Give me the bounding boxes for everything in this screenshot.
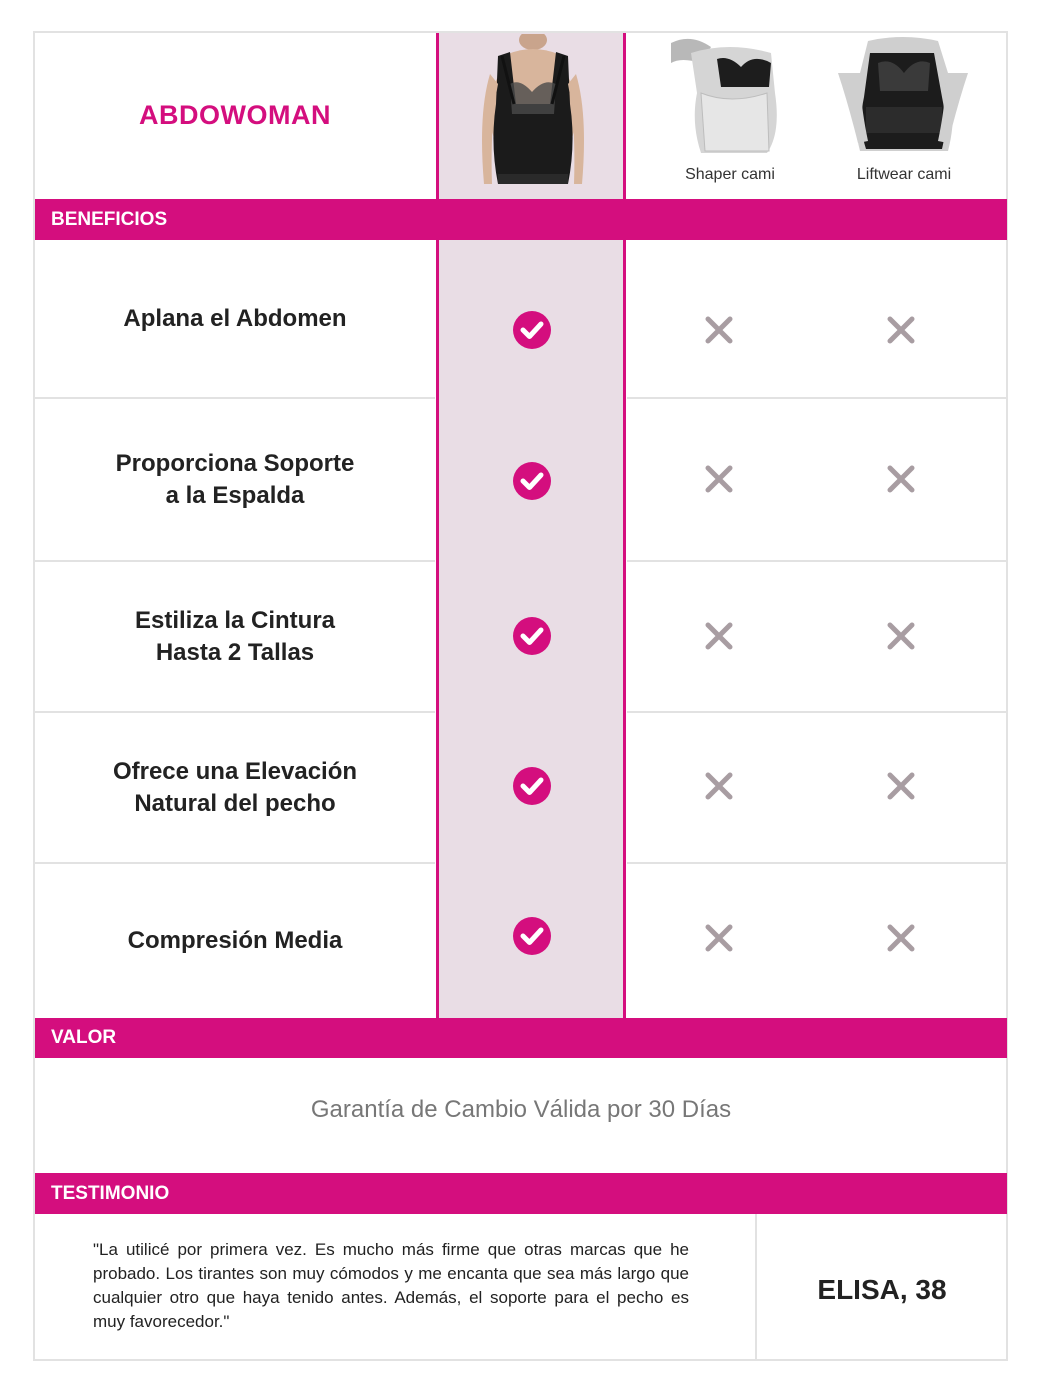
row-divider — [627, 711, 1007, 713]
cross-icon — [704, 464, 734, 494]
benefit-label: Estiliza la Cintura Hasta 2 Tallas — [134, 606, 336, 666]
cross-icon — [704, 771, 734, 801]
shaper-cami-caption: Shaper cami — [685, 166, 775, 183]
benefit-label: Ofrece una Elevación Natural del pecho — [112, 757, 358, 817]
abdowoman-garment-photo — [458, 34, 608, 198]
benefit-label: Compresión Media — [127, 927, 343, 954]
cross-icon — [886, 464, 916, 494]
testimonial-author: ELISA, 38 — [817, 1274, 947, 1305]
row-divider — [627, 397, 1007, 399]
check-icon — [513, 311, 551, 349]
check-icon — [513, 917, 551, 955]
cross-icon — [886, 771, 916, 801]
testimonial-quote: "La utilicé por primera vez. Es mucho más firme que otras marcas que he probado. Los tirantes son muy cómodos y me encanta que sea más largo que cualquier otro que haya tenido antes. Además, el soporte para el pecho es muy favorecedor." — [93, 1240, 689, 1331]
brand-title: ABDOWOMAN — [139, 100, 331, 130]
liftwear-cami-photo — [838, 33, 968, 161]
cross-icon — [886, 315, 916, 345]
cross-icon — [704, 621, 734, 651]
benefit-label: Aplana el Abdomen — [123, 304, 347, 332]
testimonial-section-header: TESTIMONIO — [35, 1173, 1007, 1214]
shaper-cami-photo — [671, 33, 786, 161]
cross-icon — [886, 923, 916, 953]
exchange-guarantee-text: Garantía de Cambio Válida por 30 Días — [310, 1096, 732, 1123]
row-divider — [627, 862, 1007, 864]
check-icon — [513, 767, 551, 805]
check-icon — [513, 617, 551, 655]
benefits-section-header: BENEFICIOS — [35, 199, 1007, 240]
cross-icon — [886, 621, 916, 651]
value-section-header: VALOR — [35, 1018, 1007, 1058]
check-icon — [513, 462, 551, 500]
cross-icon — [704, 315, 734, 345]
cross-icon — [704, 923, 734, 953]
row-divider — [627, 560, 1007, 562]
benefit-label: Proporciona Soporte a la Espalda — [115, 449, 355, 509]
liftwear-cami-caption: Liftwear cami — [856, 166, 952, 183]
